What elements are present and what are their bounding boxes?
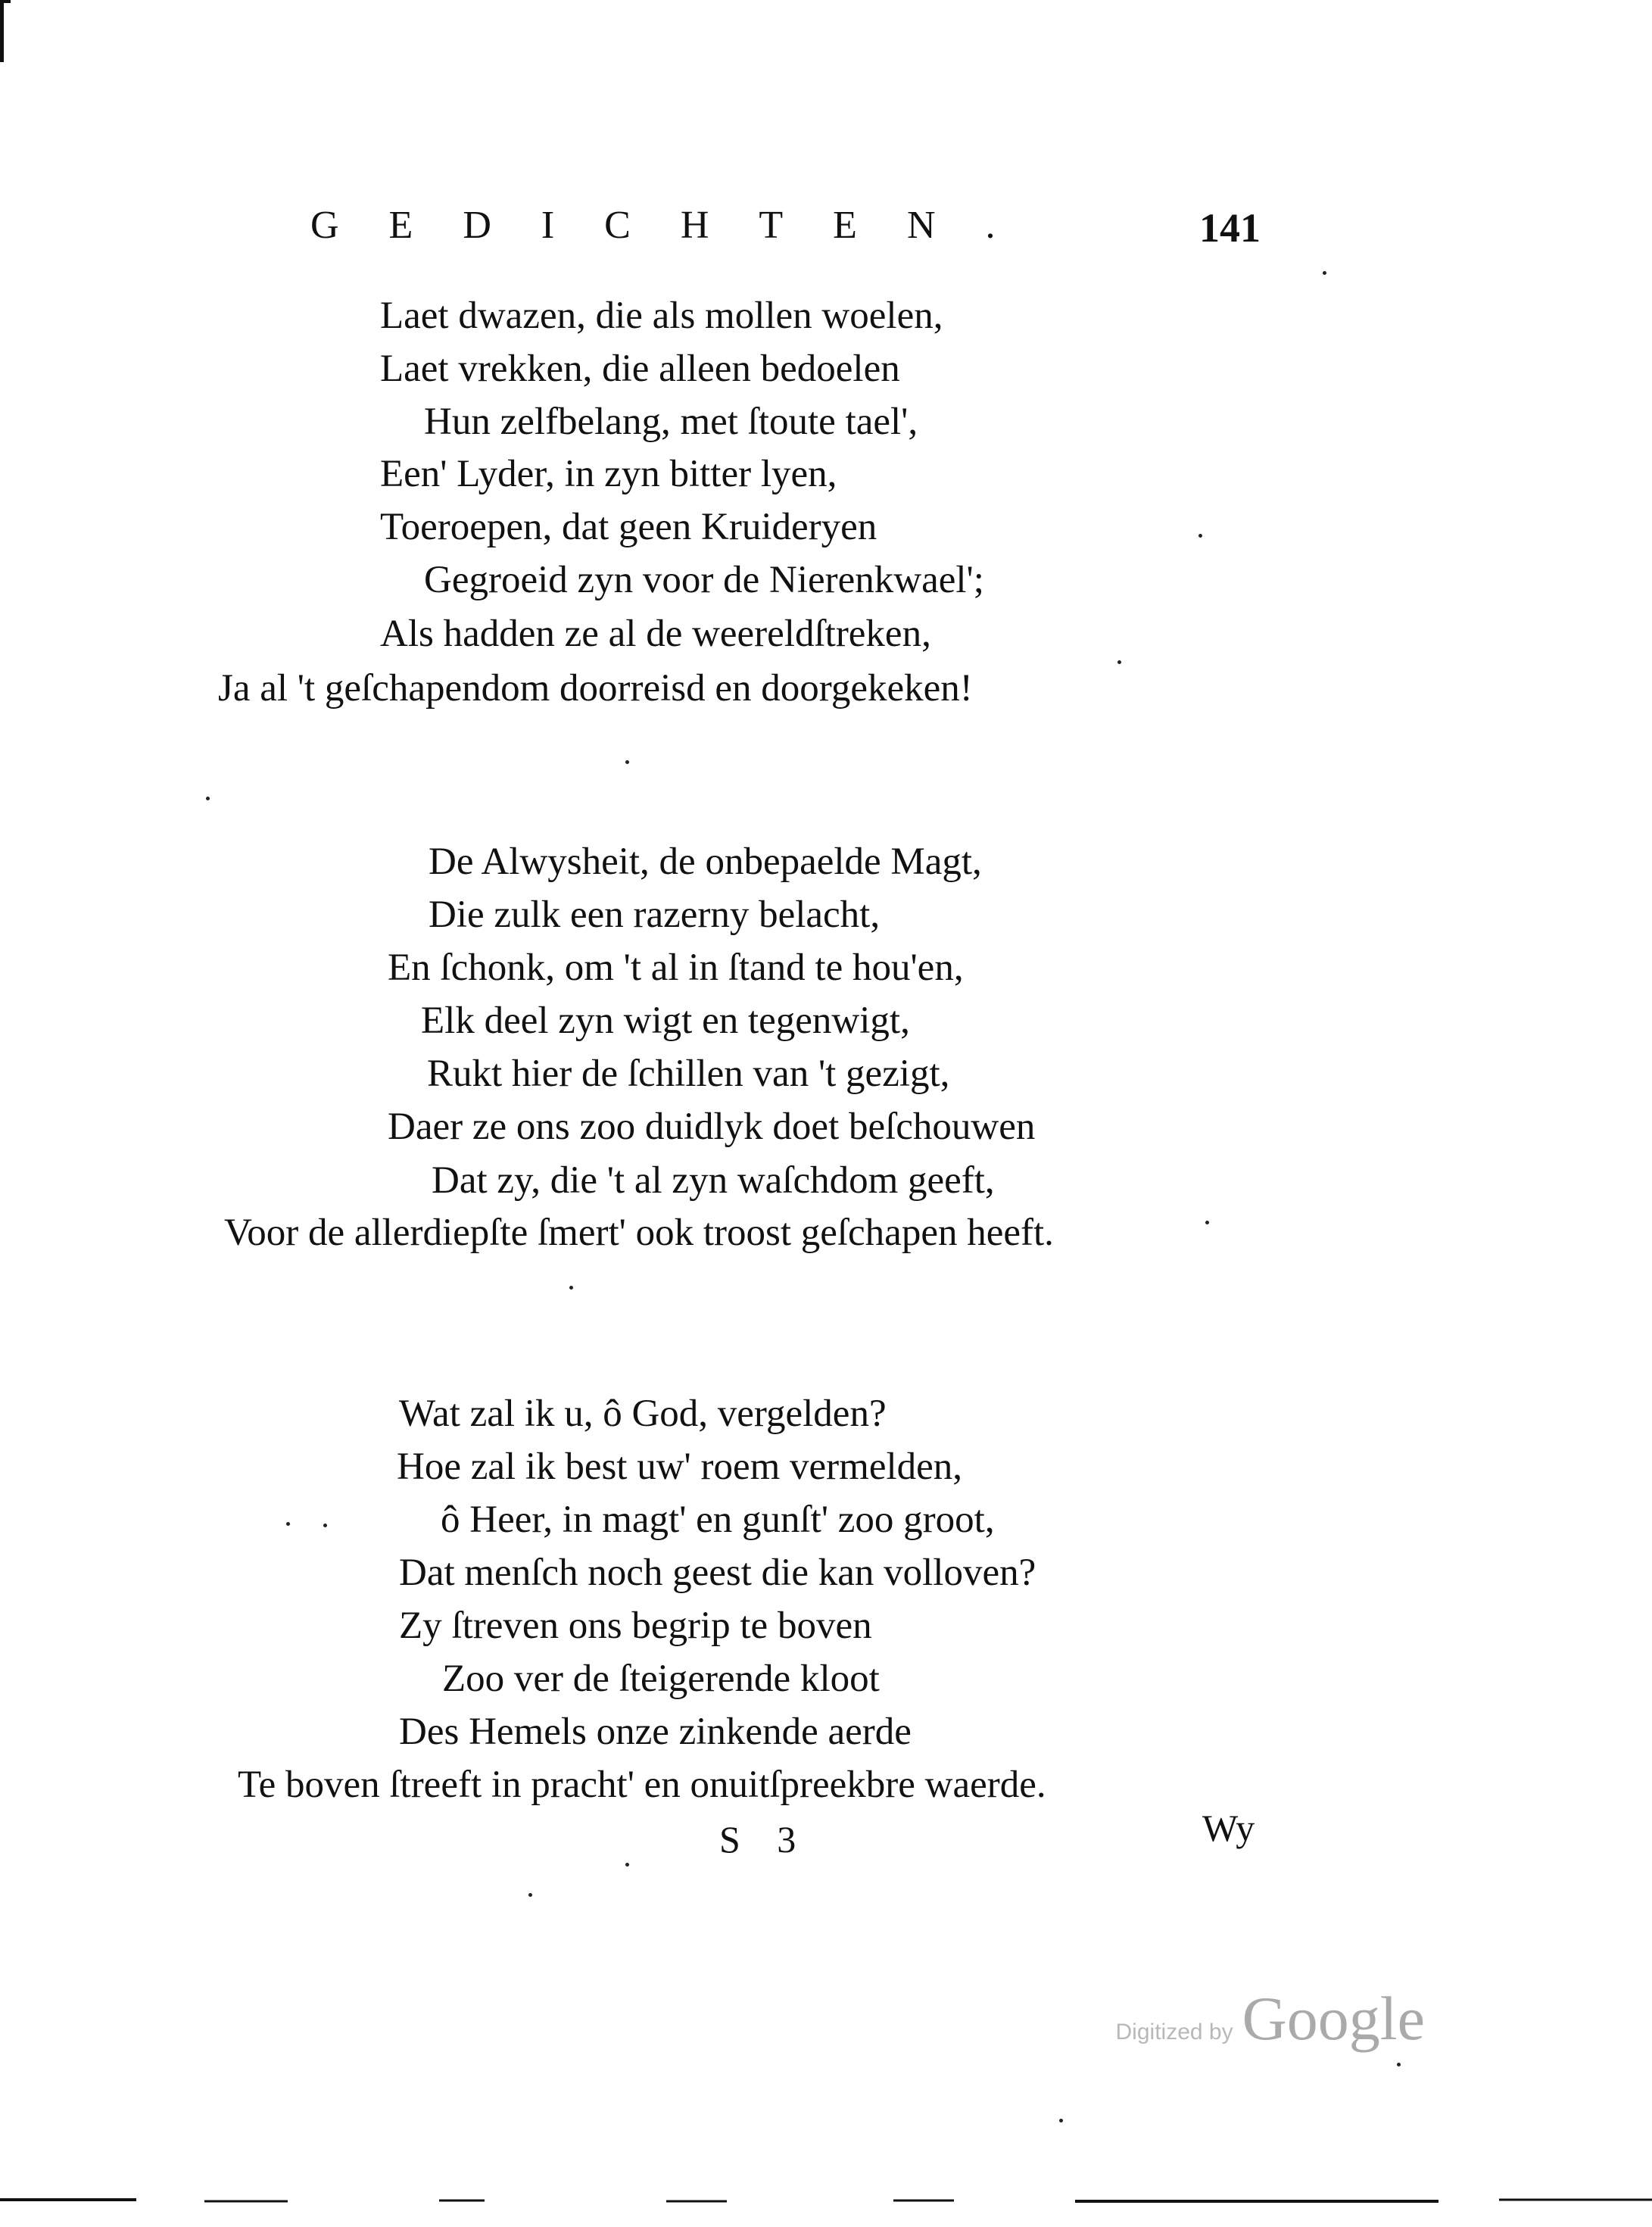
print-speck: [1397, 2063, 1401, 2066]
verse-line: En ſchonk, om 't al in ſtand te hou'en,: [388, 947, 964, 989]
verse-line: De Alwysheit, de onbepaelde Magt,: [429, 841, 982, 883]
verse-line: Voor de allerdiepſte ſmert' ook troost geſchapen heeft.: [224, 1212, 1054, 1254]
print-speck: [528, 1893, 532, 1897]
print-speck: [1117, 660, 1121, 664]
verse-line: Wat zal ik u, ô God, vergelden?: [399, 1393, 887, 1435]
verse-line: Hun zelfbelang, met ſtoute tael',: [424, 401, 918, 443]
bottom-edge-noise: [0, 2188, 1652, 2218]
verse-line: Laet vrekken, die alleen bedoelen: [380, 348, 900, 390]
print-speck: [569, 1286, 573, 1290]
verse-line: Een' Lyder, in zyn bitter lyen,: [380, 453, 837, 495]
print-speck: [1059, 2119, 1063, 2123]
running-head: [310, 203, 1261, 256]
print-speck: [1323, 271, 1326, 275]
verse-line: Toeroepen, dat geen Kruideryen: [380, 506, 877, 548]
verse-line: Laet dwazen, die als mollen woelen,: [380, 295, 943, 337]
print-speck: [1198, 534, 1202, 538]
verse-line: Gegroeid zyn voor de Nierenkwael';: [424, 559, 984, 601]
verse-line: Als hadden ze al de weereldſtreken,: [380, 613, 931, 655]
running-title: GEDICHTEN.: [310, 204, 1046, 247]
watermark-prefix: Digitized by: [1115, 2020, 1233, 2045]
print-speck: [625, 760, 629, 764]
verse-line: Elk deel zyn wigt en tegenwigt,: [421, 1000, 910, 1042]
print-speck: [206, 797, 210, 800]
print-speck: [1205, 1221, 1209, 1224]
page-corner-mark: [0, 0, 11, 62]
verse-line: ô Heer, in magt' en gunſt' zoo groot,: [441, 1499, 995, 1541]
verse-line: Rukt hier de ſchillen van 't gezigt,: [427, 1053, 950, 1095]
verse-line: Daer ze ons zoo duidlyk doet beſchouwen: [388, 1106, 1036, 1148]
page-number: 141: [1199, 205, 1261, 251]
verse-line: Dat zy, die 't al zyn waſchdom geeft,: [432, 1159, 995, 1202]
verse-line: Dat menſch noch geest die kan volloven?: [399, 1552, 1036, 1594]
signature-mark: S 3: [719, 1818, 810, 1861]
print-speck: [625, 1863, 629, 1867]
digitized-watermark: [1116, 1983, 1425, 2054]
print-speck: [286, 1522, 290, 1526]
verse-line: Zy ſtreven ons begrip te boven: [399, 1605, 872, 1647]
catchword: Wy: [1202, 1807, 1255, 1849]
verse-line: Hoe zal ik best uw' roem vermelden,: [397, 1446, 963, 1488]
verse-line: Ja al 't geſchapendom doorreisd en doorgekeken!: [218, 667, 973, 710]
verse-line: Te boven ſtreeft in pracht' en onuitſpreekbre waerde.: [238, 1764, 1046, 1806]
google-logo: Google: [1242, 1984, 1425, 2053]
verse-line: Des Hemels onze zinkende aerde: [399, 1711, 912, 1753]
print-speck: [323, 1524, 327, 1527]
verse-line: Die zulk een razerny belacht,: [429, 894, 881, 936]
verse-line: Zoo ver de ſteigerende kloot: [442, 1658, 880, 1700]
